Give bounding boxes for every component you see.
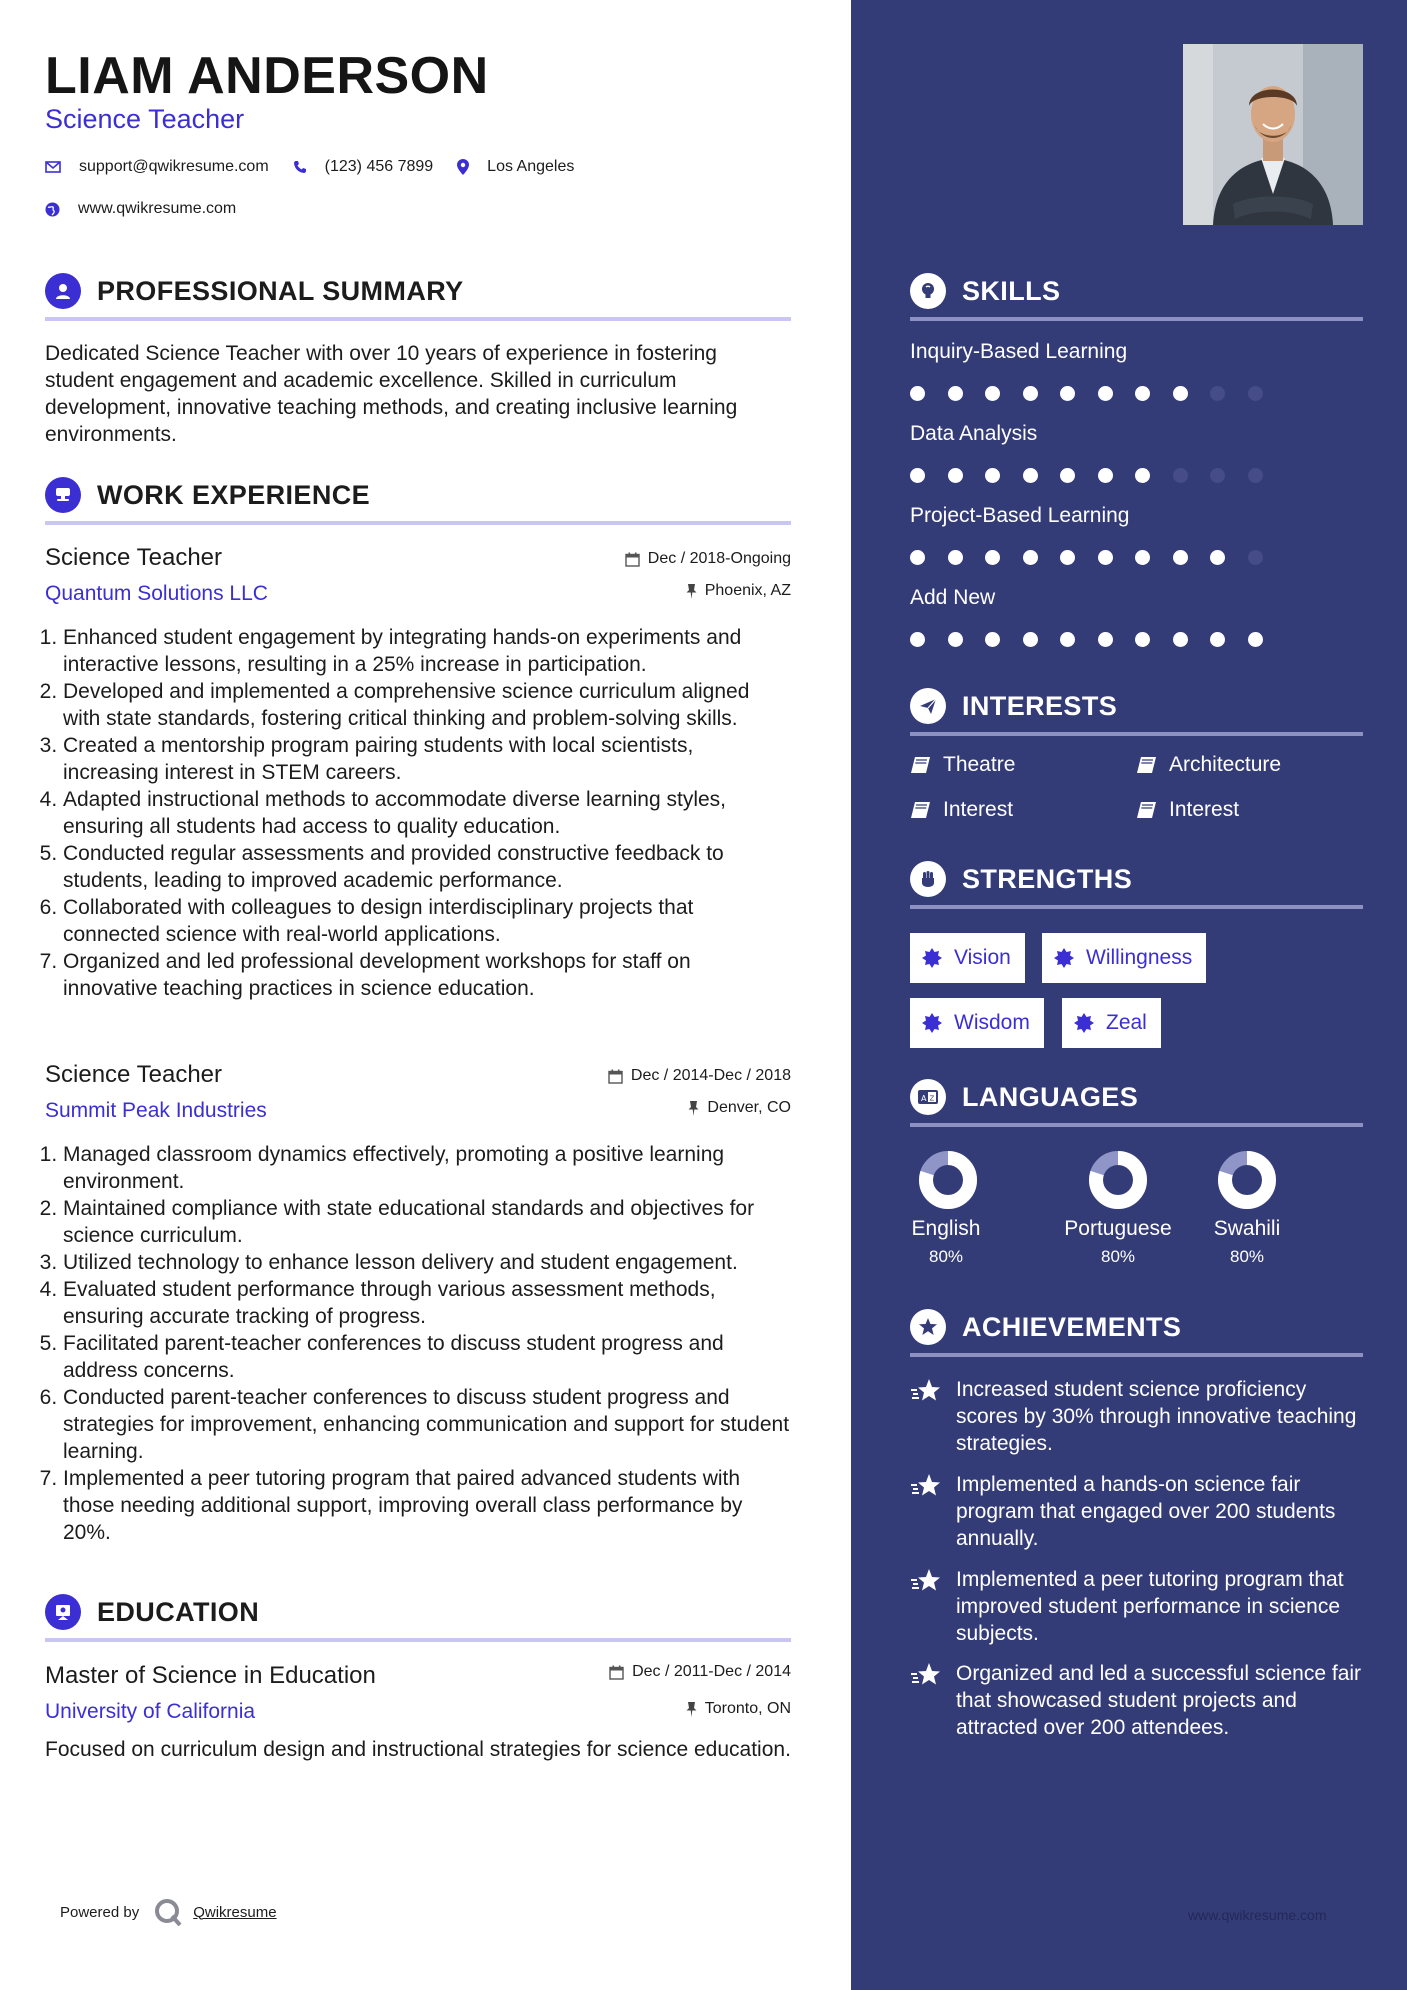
shooting-star-icon — [910, 1662, 942, 1688]
education-location — [686, 1700, 791, 1718]
education-dates — [609, 1663, 791, 1681]
skill-rating — [910, 386, 1363, 401]
rating-dot-filled — [1173, 386, 1188, 401]
badge-icon — [1074, 1013, 1094, 1033]
rating-dot-filled — [1135, 632, 1150, 647]
job-location-text: Phoenix, AZ — [704, 582, 791, 599]
rating-dot-empty — [1210, 468, 1225, 483]
duty-item: 6. Collaborated with colleagues to design interdisciplinary projects that connected science with real-world applications. — [63, 894, 791, 948]
translate-icon — [910, 1079, 946, 1115]
interest-label: Architecture — [1169, 753, 1282, 776]
skill-rating — [910, 468, 1363, 483]
strength-label: Zeal — [1106, 1011, 1147, 1034]
language-item — [1060, 1148, 1176, 1267]
job-location-text: Denver, CO — [707, 1099, 791, 1116]
achievement-item — [910, 1471, 1363, 1552]
brand-link[interactable]: Qwikresume — [193, 1903, 277, 1921]
rating-dot-filled — [948, 632, 963, 647]
duty-item: 2. Developed and implemented a comprehensive science curriculum aligned with state standards, fostering critical thinking and problem-solving skills. — [63, 678, 791, 732]
rating-dot-filled — [1098, 468, 1113, 483]
section-divider — [45, 521, 791, 525]
section-divider — [910, 317, 1363, 321]
rating-dot-filled — [948, 468, 963, 483]
paper-plane-icon — [910, 688, 946, 724]
footer-url[interactable]: www.qwikresume.com — [1188, 1907, 1327, 1923]
badge-icon — [922, 1013, 942, 1033]
skills-heading: SKILLS — [962, 275, 1061, 306]
rating-dot-filled — [1098, 386, 1113, 401]
map-pin-icon — [457, 159, 469, 175]
strength-tag — [1042, 933, 1206, 983]
pushpin-icon — [688, 1101, 699, 1116]
rating-dot-filled — [1173, 632, 1188, 647]
achievement-item — [910, 1566, 1363, 1647]
location-text: Los Angeles — [487, 158, 575, 175]
svg-text:Z: Z — [929, 1094, 935, 1103]
book-icon — [1136, 756, 1157, 774]
rating-dot-filled — [1248, 632, 1263, 647]
rating-dot-filled — [1023, 632, 1038, 647]
strengths-section — [910, 860, 1363, 909]
interest-item — [1136, 753, 1281, 777]
section-divider — [910, 732, 1363, 736]
duty-item: 5. Facilitated parent-teacher conferences to discuss student progress and address concerns. — [63, 1330, 791, 1384]
skill-item — [910, 586, 1363, 647]
rating-dot-filled — [985, 468, 1000, 483]
candidate-role: Science Teacher — [45, 104, 245, 134]
fist-icon — [910, 861, 946, 897]
language-name: Swahili — [1213, 1217, 1281, 1240]
rating-dot-empty — [1248, 550, 1263, 565]
rating-dot-empty — [1210, 386, 1225, 401]
languages-section — [910, 1078, 1363, 1127]
interest-label: Interest — [943, 798, 1014, 821]
section-divider — [910, 1353, 1363, 1357]
skill-item — [910, 504, 1363, 565]
duty-item: 5. Conducted regular assessments and provided constructive feedback to students, leading to improved academic performance. — [63, 840, 791, 894]
skill-rating — [910, 632, 1363, 647]
skill-name: Inquiry-Based Learning — [910, 340, 1128, 363]
skill-rating — [910, 550, 1363, 565]
education-dates-text: Dec / 2011-Dec / 2014 — [632, 1663, 791, 1680]
rating-dot-filled — [910, 550, 925, 565]
duty-item: 4. Adapted instructional methods to accommodate diverse learning styles, ensuring all students had access to quality education. — [63, 786, 791, 840]
job-entry — [45, 544, 791, 1002]
website-item[interactable] — [45, 200, 236, 218]
language-name: Portuguese — [1064, 1217, 1172, 1240]
rating-dot-empty — [1248, 386, 1263, 401]
star-badge-icon — [910, 1309, 946, 1345]
website-text: www.qwikresume.com — [78, 200, 237, 217]
rating-dot-filled — [910, 468, 925, 483]
language-percent: 80% — [928, 1247, 964, 1266]
duty-item: 6. Conducted parent-teacher conferences to discuss student progress and strategies for improvement, enhancing communication and support for student learning. — [63, 1384, 791, 1465]
strength-label: Wisdom — [954, 1011, 1030, 1034]
job-location — [688, 1099, 791, 1117]
interest-item — [1136, 798, 1239, 822]
book-icon — [910, 756, 931, 774]
rating-dot-filled — [1060, 550, 1075, 565]
rating-dot-filled — [1023, 550, 1038, 565]
section-divider — [45, 1638, 791, 1642]
duty-item: 1. Enhanced student engagement by integrating hands-on experiments and interactive lessons, resulting in a 25% increase in participation. — [63, 624, 791, 678]
email-item[interactable] — [45, 158, 269, 176]
rating-dot-filled — [1023, 386, 1038, 401]
job-title: Science Teacher — [45, 1061, 222, 1088]
achievements-heading: ACHIEVEMENTS — [962, 1311, 1182, 1342]
duty-item: 4. Evaluated student performance through various assessment methods, ensuring accurate tracking of progress. — [63, 1276, 791, 1330]
badge-icon — [922, 948, 942, 968]
achievement-item — [910, 1376, 1363, 1457]
interests-section — [910, 687, 1363, 736]
rating-dot-filled — [1023, 468, 1038, 483]
job-company: Summit Peak Industries — [45, 1099, 267, 1122]
job-title: Science Teacher — [45, 544, 222, 571]
phone-text: (123) 456 7899 — [324, 158, 434, 175]
achievement-item — [910, 1660, 1363, 1741]
degree-title: Master of Science in Education — [45, 1662, 376, 1689]
candidate-name: LIAM ANDERSON — [45, 47, 489, 105]
calendar-icon — [609, 1665, 624, 1680]
strength-label: Willingness — [1086, 946, 1193, 969]
education-location-text: Toronto, ON — [704, 1700, 791, 1717]
email-text: support@qwikresume.com — [79, 158, 269, 175]
languages-heading: LANGUAGES — [962, 1081, 1139, 1112]
qwikresume-logo-icon — [153, 1898, 183, 1926]
language-name: English — [911, 1217, 981, 1240]
job-duties — [45, 1141, 791, 1546]
interest-item — [910, 753, 1015, 777]
achievements-section — [910, 1308, 1363, 1357]
phone-item[interactable] — [293, 158, 434, 176]
rating-dot-empty — [1248, 468, 1263, 483]
rating-dot-filled — [910, 632, 925, 647]
graduation-icon — [45, 1594, 81, 1630]
rating-dot-filled — [1173, 550, 1188, 565]
contact-row — [45, 158, 598, 176]
duty-item: 2. Maintained compliance with state educational standards and objectives for science curriculum. — [63, 1195, 791, 1249]
shooting-star-icon — [910, 1473, 942, 1499]
achievement-text: Implemented a hands-on science fair program that engaged over 200 students annually. — [956, 1473, 1336, 1550]
phone-icon — [293, 160, 307, 174]
skill-name: Add New — [910, 586, 996, 609]
rating-dot-filled — [985, 550, 1000, 565]
duty-item: 3. Created a mentorship program pairing students with local scientists, increasing interest in STEM careers. — [63, 732, 791, 786]
job-company: Quantum Solutions LLC — [45, 582, 268, 605]
rating-dot-filled — [985, 386, 1000, 401]
shooting-star-icon — [910, 1378, 942, 1404]
experience-heading: WORK EXPERIENCE — [97, 479, 371, 510]
pushpin-icon — [686, 584, 697, 599]
profile-photo — [1183, 44, 1363, 225]
section-divider — [45, 317, 791, 321]
calendar-icon — [608, 1069, 623, 1084]
interests-heading: INTERESTS — [962, 690, 1118, 721]
achievement-text: Increased student science proficiency scores by 30% through innovative teaching strategies. — [956, 1378, 1357, 1455]
strength-tag — [910, 933, 1025, 983]
skill-name: Data Analysis — [910, 422, 1038, 445]
powered-by — [60, 1898, 277, 1926]
duty-item: 7. Implemented a peer tutoring program that paired advanced students with those needing additional support, improving overall class performance by 20%. — [63, 1465, 791, 1546]
duty-item: 1. Managed classroom dynamics effectively, promoting a positive learning environment. — [63, 1141, 791, 1195]
rating-dot-filled — [1135, 550, 1150, 565]
job-duties — [45, 624, 791, 1002]
badge-icon — [1054, 948, 1074, 968]
language-item — [1210, 1148, 1284, 1267]
job-dates-text: Dec / 2018-Ongoing — [647, 550, 791, 567]
education-section — [45, 1593, 791, 1642]
interest-item — [910, 798, 1013, 822]
rating-dot-filled — [1210, 632, 1225, 647]
calendar-icon — [625, 552, 640, 567]
education-heading: EDUCATION — [97, 1596, 260, 1627]
job-dates — [608, 1067, 791, 1085]
duty-item: 7. Organized and led professional development workshops for staff on innovative teaching practices in science education. — [63, 948, 791, 1002]
location-item — [457, 158, 574, 176]
strengths-heading: STRENGTHS — [962, 863, 1133, 894]
rating-dot-filled — [1135, 468, 1150, 483]
interest-label: Theatre — [943, 753, 1016, 776]
language-percent: 80% — [1100, 1247, 1136, 1266]
job-dates — [625, 550, 791, 568]
rating-dot-filled — [985, 632, 1000, 647]
rating-dot-filled — [1098, 632, 1113, 647]
duty-item: 3. Utilized technology to enhance lesson delivery and student engagement. — [63, 1249, 791, 1276]
globe-icon — [45, 202, 60, 217]
interest-label: Interest — [1169, 798, 1240, 821]
skills-section — [910, 272, 1363, 321]
job-entry — [45, 1061, 791, 1546]
language-ring — [1215, 1148, 1279, 1212]
strength-label: Vision — [954, 946, 1011, 969]
briefcase-icon — [45, 477, 81, 513]
rating-dot-filled — [1098, 550, 1113, 565]
envelope-icon — [45, 161, 61, 173]
experience-section — [45, 476, 791, 525]
school-name: University of California — [45, 1700, 256, 1723]
education-entry — [45, 1662, 791, 1763]
language-ring — [1086, 1148, 1150, 1212]
rating-dot-filled — [1135, 386, 1150, 401]
website-row — [45, 200, 260, 218]
summary-heading: PROFESSIONAL SUMMARY — [97, 275, 464, 306]
section-divider — [910, 1123, 1363, 1127]
summary-text: Dedicated Science Teacher with over 10 years of experience in fostering student engagement and academic excellence. Skilled in curriculum development, innovative teaching methods, and creating inclusive learning environments. — [45, 342, 738, 446]
language-item — [910, 1148, 982, 1267]
rating-dot-filled — [1060, 386, 1075, 401]
skill-item — [910, 340, 1363, 401]
pushpin-icon — [686, 1702, 697, 1717]
summary-section — [45, 272, 791, 448]
svg-text:A: A — [921, 1094, 927, 1103]
section-divider — [910, 905, 1363, 909]
shooting-star-icon — [910, 1568, 942, 1594]
rating-dot-filled — [948, 386, 963, 401]
language-ring — [916, 1148, 980, 1212]
book-icon — [910, 801, 931, 819]
powered-by-label: Powered by — [60, 1903, 140, 1921]
rating-dot-filled — [948, 550, 963, 565]
user-icon — [45, 273, 81, 309]
job-dates-text: Dec / 2014-Dec / 2018 — [630, 1067, 791, 1084]
rating-dot-filled — [1060, 468, 1075, 483]
person-illustration — [1183, 44, 1363, 225]
lightbulb-icon — [910, 273, 946, 309]
skill-name: Project-Based Learning — [910, 504, 1130, 527]
rating-dot-filled — [1210, 550, 1225, 565]
strength-tag — [1062, 998, 1161, 1048]
book-icon — [1136, 801, 1157, 819]
language-percent: 80% — [1229, 1247, 1265, 1266]
job-location — [686, 582, 791, 600]
rating-dot-filled — [910, 386, 925, 401]
rating-dot-empty — [1173, 468, 1188, 483]
achievement-text: Organized and led a successful science fair that showcased student projects and attracted over 200 attendees. — [956, 1662, 1362, 1739]
education-description: Focused on curriculum design and instructional strategies for science education. — [45, 1738, 791, 1761]
rating-dot-filled — [1060, 632, 1075, 647]
skill-item — [910, 422, 1363, 483]
achievement-text: Implemented a peer tutoring program that improved student performance in science subjects. — [956, 1568, 1344, 1645]
strength-tag — [910, 998, 1044, 1048]
